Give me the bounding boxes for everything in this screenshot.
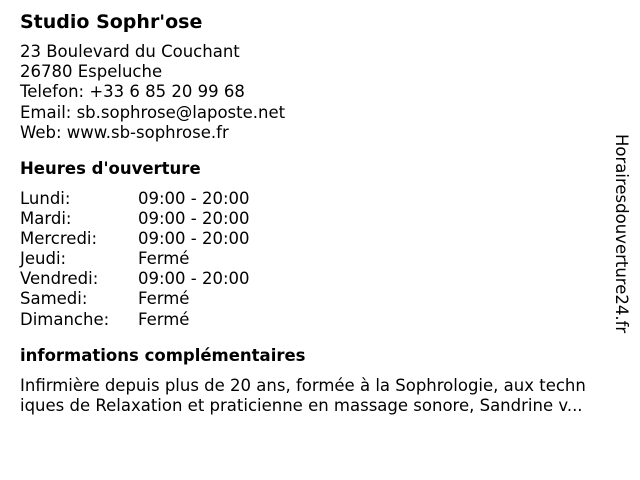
description-line: Infirmière depuis plus de 20 ans, formée à la Sophrologie, aux techn xyxy=(20,375,586,395)
day-hours: 09:00 - 20:00 xyxy=(138,229,250,249)
day-hours: Fermé xyxy=(138,309,190,329)
address-line-1: 23 Boulevard du Couchant xyxy=(20,42,240,61)
hours-row xyxy=(20,189,600,209)
business-card xyxy=(20,8,600,417)
day-label: Lundi: xyxy=(20,189,71,209)
site-watermark: Horairesdouverture24.fr xyxy=(612,134,631,334)
business-name: Studio Sophr'ose xyxy=(20,11,203,33)
hours-row xyxy=(20,249,600,269)
day-label: Dimanche: xyxy=(20,309,110,329)
email: Email: sb.sophrose@laposte.net xyxy=(20,102,286,122)
day-label: Mercredi: xyxy=(20,229,98,249)
day-hours: 09:00 - 20:00 xyxy=(138,189,250,209)
hours-table xyxy=(20,189,600,330)
day-label: Mardi: xyxy=(20,209,72,229)
hours-heading: Heures d'ouverture xyxy=(20,159,201,179)
day-hours: 09:00 - 20:00 xyxy=(138,269,250,289)
info-description xyxy=(20,376,620,417)
day-hours: Fermé xyxy=(138,249,190,269)
day-hours: Fermé xyxy=(138,289,190,309)
info-heading: informations complémentaires xyxy=(20,345,306,365)
hours-row xyxy=(20,229,600,249)
day-label: Vendredi: xyxy=(20,269,99,289)
description-line: iques de Relaxation et praticienne en massage sonore, Sandrine v... xyxy=(20,396,583,416)
hours-row xyxy=(20,269,600,289)
website: Web: www.sb-sophrose.fr xyxy=(20,122,229,142)
day-label: Jeudi: xyxy=(20,249,67,269)
day-label: Samedi: xyxy=(20,289,88,309)
hours-row xyxy=(20,209,600,229)
hours-row xyxy=(20,310,600,330)
address-line-2: 26780 Espeluche xyxy=(20,62,163,82)
hours-row xyxy=(20,289,600,309)
phone: Telefon: +33 6 85 20 99 68 xyxy=(20,82,245,102)
day-hours: 09:00 - 20:00 xyxy=(138,209,250,229)
